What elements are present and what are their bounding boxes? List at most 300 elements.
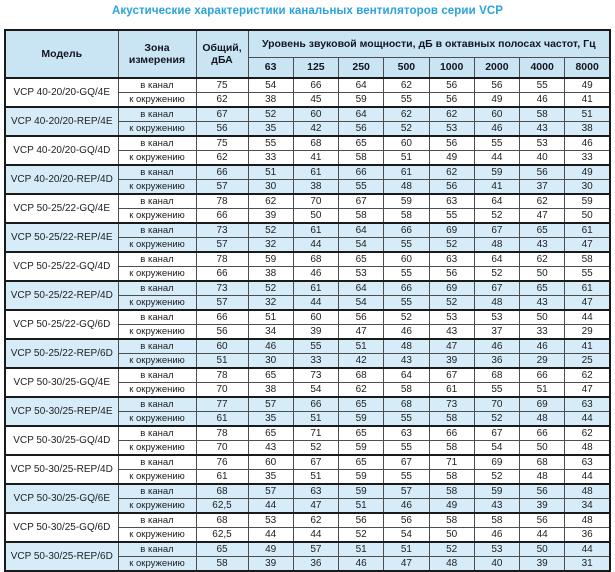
level-value: 55 — [339, 180, 384, 195]
level-value: 73 — [429, 397, 474, 412]
level-value: 51 — [248, 310, 293, 325]
table-row-duct — [5, 484, 610, 499]
level-value: 65 — [339, 426, 384, 441]
total-dba-value: 57 — [196, 238, 248, 253]
level-value: 48 — [565, 441, 610, 456]
level-value: 63 — [565, 455, 610, 470]
level-value: 47 — [384, 557, 429, 572]
level-value: 44 — [565, 542, 610, 557]
level-value: 55 — [520, 78, 565, 93]
zone-label-duct: в канал — [118, 194, 196, 209]
level-value: 44 — [293, 238, 338, 253]
level-value: 59 — [339, 441, 384, 456]
level-value: 33 — [565, 151, 610, 166]
level-value: 58 — [384, 209, 429, 224]
table-row-duct — [5, 107, 610, 122]
level-value: 48 — [429, 557, 474, 572]
total-dba-value: 57 — [196, 180, 248, 195]
total-dba-value: 56 — [196, 122, 248, 137]
level-value: 48 — [565, 484, 610, 499]
table-row-duct — [5, 281, 610, 296]
level-value: 55 — [384, 470, 429, 485]
level-value: 51 — [565, 107, 610, 122]
table-row-duct — [5, 223, 610, 238]
level-value: 65 — [248, 426, 293, 441]
level-value: 50 — [520, 267, 565, 282]
level-value: 34 — [565, 499, 610, 514]
level-value: 64 — [339, 107, 384, 122]
level-value: 35 — [248, 412, 293, 427]
level-value: 51 — [384, 151, 429, 166]
level-value: 51 — [339, 542, 384, 557]
level-value: 49 — [429, 151, 474, 166]
zone-label-duct: в канал — [118, 426, 196, 441]
zone-label-duct: в канал — [118, 397, 196, 412]
level-value: 43 — [248, 441, 293, 456]
level-value: 48 — [384, 339, 429, 354]
level-value: 69 — [429, 223, 474, 238]
level-value: 52 — [429, 238, 474, 253]
total-dba-value: 62 — [196, 151, 248, 166]
level-value: 51 — [520, 383, 565, 398]
level-value: 46 — [474, 122, 519, 137]
level-value: 62 — [565, 368, 610, 383]
level-value: 41 — [565, 339, 610, 354]
level-value: 32 — [248, 238, 293, 253]
level-value: 31 — [565, 557, 610, 572]
table-body — [5, 78, 610, 571]
column-header-frequency: 2000 — [474, 58, 519, 79]
level-value: 61 — [293, 223, 338, 238]
column-header-total: Общий, дБА — [196, 30, 248, 78]
zone-label-duct: в канал — [118, 310, 196, 325]
level-value: 69 — [520, 397, 565, 412]
level-value: 64 — [474, 194, 519, 209]
total-dba-value: 78 — [196, 252, 248, 267]
total-dba-value: 66 — [196, 165, 248, 180]
level-value: 66 — [429, 426, 474, 441]
level-value: 49 — [474, 93, 519, 108]
level-value: 63 — [429, 194, 474, 209]
level-value: 46 — [474, 339, 519, 354]
level-value: 64 — [339, 223, 384, 238]
level-value: 56 — [339, 513, 384, 528]
total-dba-value: 68 — [196, 513, 248, 528]
level-value: 54 — [384, 528, 429, 543]
level-value: 55 — [384, 267, 429, 282]
level-value: 46 — [248, 339, 293, 354]
level-value: 44 — [248, 528, 293, 543]
level-value: 61 — [565, 281, 610, 296]
acoustic-table — [4, 29, 611, 572]
zone-label-surround: к окружению — [118, 383, 196, 398]
level-value: 52 — [429, 542, 474, 557]
zone-label-surround: к окружению — [118, 151, 196, 166]
level-value: 52 — [248, 107, 293, 122]
level-value: 69 — [474, 455, 519, 470]
level-value: 67 — [474, 223, 519, 238]
level-value: 47 — [565, 383, 610, 398]
level-value: 44 — [293, 528, 338, 543]
level-value: 39 — [429, 354, 474, 369]
level-value: 59 — [339, 93, 384, 108]
level-value: 56 — [520, 513, 565, 528]
level-value: 65 — [339, 455, 384, 470]
level-value: 30 — [565, 180, 610, 195]
level-value: 67 — [429, 368, 474, 383]
level-value: 58 — [339, 151, 384, 166]
level-value: 66 — [520, 426, 565, 441]
level-value: 53 — [429, 122, 474, 137]
level-value: 65 — [339, 252, 384, 267]
level-value: 32 — [248, 296, 293, 311]
level-value: 43 — [520, 238, 565, 253]
total-dba-value: 51 — [196, 354, 248, 369]
level-value: 44 — [565, 310, 610, 325]
level-value: 65 — [520, 281, 565, 296]
level-value: 61 — [429, 383, 474, 398]
level-value: 58 — [384, 383, 429, 398]
level-value: 55 — [474, 383, 519, 398]
level-value: 59 — [248, 252, 293, 267]
level-value: 56 — [429, 180, 474, 195]
level-value: 55 — [429, 209, 474, 224]
zone-label-surround: к окружению — [118, 180, 196, 195]
level-value: 53 — [520, 136, 565, 151]
level-value: 71 — [293, 426, 338, 441]
level-value: 58 — [429, 513, 474, 528]
total-dba-value: 66 — [196, 209, 248, 224]
level-value: 53 — [474, 310, 519, 325]
zone-label-surround: к окружению — [118, 93, 196, 108]
total-dba-value: 70 — [196, 441, 248, 456]
total-dba-value: 58 — [196, 557, 248, 572]
level-value: 52 — [248, 281, 293, 296]
level-value: 56 — [520, 165, 565, 180]
level-value: 58 — [339, 209, 384, 224]
level-value: 52 — [474, 209, 519, 224]
level-value: 55 — [474, 136, 519, 151]
level-value: 48 — [474, 238, 519, 253]
table-row-duct — [5, 542, 610, 557]
table-row-duct — [5, 339, 610, 354]
zone-label-surround: к окружению — [118, 557, 196, 572]
table-row-duct — [5, 368, 610, 383]
level-value: 54 — [293, 383, 338, 398]
level-value: 55 — [293, 339, 338, 354]
level-value: 39 — [520, 557, 565, 572]
model-name: VCP 50-25/22-GQ/4E — [5, 194, 118, 223]
level-value: 47 — [429, 339, 474, 354]
model-name: VCP 40-20/20-REP/4D — [5, 165, 118, 194]
level-value: 38 — [248, 267, 293, 282]
level-value: 52 — [384, 310, 429, 325]
zone-label-duct: в канал — [118, 339, 196, 354]
level-value: 57 — [248, 484, 293, 499]
total-dba-value: 66 — [196, 267, 248, 282]
level-value: 60 — [293, 310, 338, 325]
level-value: 49 — [429, 499, 474, 514]
total-dba-value: 70 — [196, 383, 248, 398]
level-value: 59 — [565, 194, 610, 209]
level-value: 67 — [474, 426, 519, 441]
level-value: 64 — [339, 78, 384, 93]
level-value: 35 — [248, 122, 293, 137]
column-header-frequency-group: Уровень звуковой мощности, дБ в октавных полосах частот, Гц — [248, 30, 610, 58]
level-value: 56 — [339, 310, 384, 325]
level-value: 64 — [339, 281, 384, 296]
level-value: 67 — [339, 194, 384, 209]
model-name: VCP 40-20/20-GQ/4E — [5, 78, 118, 107]
column-header-frequency: 1000 — [429, 58, 474, 79]
model-name: VCP 50-30/25-REP/4D — [5, 455, 118, 484]
level-value: 73 — [293, 368, 338, 383]
table-row-duct — [5, 513, 610, 528]
level-value: 48 — [520, 412, 565, 427]
level-value: 33 — [520, 325, 565, 340]
total-dba-value: 57 — [196, 296, 248, 311]
level-value: 58 — [565, 252, 610, 267]
level-value: 48 — [474, 296, 519, 311]
level-value: 38 — [248, 93, 293, 108]
total-dba-value: 73 — [196, 223, 248, 238]
model-name: VCP 50-30/25-GQ/6D — [5, 513, 118, 542]
level-value: 49 — [565, 78, 610, 93]
level-value: 48 — [384, 180, 429, 195]
level-value: 40 — [474, 557, 519, 572]
level-value: 50 — [520, 441, 565, 456]
total-dba-value: 75 — [196, 136, 248, 151]
total-dba-value: 76 — [196, 455, 248, 470]
level-value: 43 — [429, 325, 474, 340]
level-value: 59 — [339, 470, 384, 485]
zone-label-duct: в канал — [118, 223, 196, 238]
level-value: 29 — [565, 325, 610, 340]
zone-label-surround: к окружению — [118, 296, 196, 311]
level-value: 65 — [248, 368, 293, 383]
level-value: 66 — [384, 223, 429, 238]
level-value: 49 — [248, 542, 293, 557]
table-row-duct — [5, 78, 610, 93]
level-value: 57 — [384, 484, 429, 499]
level-value: 65 — [520, 223, 565, 238]
level-value: 55 — [384, 238, 429, 253]
level-value: 53 — [339, 267, 384, 282]
level-value: 54 — [339, 296, 384, 311]
table-header — [5, 30, 610, 78]
level-value: 62 — [520, 194, 565, 209]
level-value: 66 — [520, 368, 565, 383]
level-value: 44 — [565, 412, 610, 427]
total-dba-value: 66 — [196, 310, 248, 325]
level-value: 68 — [339, 368, 384, 383]
column-header-frequency: 63 — [248, 58, 293, 79]
level-value: 62 — [429, 107, 474, 122]
zone-label-surround: к окружению — [118, 441, 196, 456]
level-value: 68 — [474, 368, 519, 383]
level-value: 46 — [384, 325, 429, 340]
column-header-zone: Зона измерения — [118, 30, 196, 78]
zone-label-surround: к окружению — [118, 499, 196, 514]
level-value: 52 — [339, 528, 384, 543]
table-row-duct — [5, 136, 610, 151]
level-value: 54 — [474, 441, 519, 456]
level-value: 58 — [429, 441, 474, 456]
zone-label-surround: к окружению — [118, 209, 196, 224]
level-value: 52 — [474, 267, 519, 282]
total-dba-value: 68 — [196, 484, 248, 499]
level-value: 46 — [520, 93, 565, 108]
level-value: 48 — [520, 470, 565, 485]
table-row-duct — [5, 194, 610, 209]
model-name: VCP 50-30/25-GQ/4D — [5, 426, 118, 455]
level-value: 53 — [248, 513, 293, 528]
zone-label-surround: к окружению — [118, 122, 196, 137]
level-value: 29 — [520, 354, 565, 369]
level-value: 53 — [474, 542, 519, 557]
level-value: 67 — [293, 455, 338, 470]
level-value: 56 — [429, 267, 474, 282]
column-header-frequency: 4000 — [520, 58, 565, 79]
level-value: 56 — [384, 513, 429, 528]
level-value: 43 — [384, 354, 429, 369]
model-name: VCP 50-30/25-REP/6D — [5, 542, 118, 571]
level-value: 43 — [520, 122, 565, 137]
level-value: 50 — [293, 209, 338, 224]
level-value: 33 — [293, 354, 338, 369]
level-value: 65 — [339, 397, 384, 412]
level-value: 44 — [565, 470, 610, 485]
level-value: 44 — [293, 296, 338, 311]
total-dba-value: 61 — [196, 470, 248, 485]
level-value: 66 — [384, 281, 429, 296]
level-value: 62 — [520, 252, 565, 267]
level-value: 47 — [293, 499, 338, 514]
level-value: 62 — [339, 383, 384, 398]
total-dba-value: 75 — [196, 78, 248, 93]
level-value: 61 — [565, 223, 610, 238]
level-value: 60 — [384, 252, 429, 267]
level-value: 36 — [293, 557, 338, 572]
level-value: 61 — [384, 165, 429, 180]
column-header-model: Модель — [5, 30, 118, 78]
level-value: 47 — [339, 325, 384, 340]
level-value: 51 — [339, 499, 384, 514]
level-value: 65 — [339, 136, 384, 151]
level-value: 66 — [293, 397, 338, 412]
total-dba-value: 67 — [196, 107, 248, 122]
level-value: 42 — [293, 122, 338, 137]
level-value: 62 — [384, 107, 429, 122]
level-value: 50 — [565, 209, 610, 224]
level-value: 59 — [339, 412, 384, 427]
model-name: VCP 50-30/25-REP/4E — [5, 397, 118, 426]
level-value: 47 — [565, 238, 610, 253]
total-dba-value: 78 — [196, 194, 248, 209]
model-name: VCP 50-25/22-REP/4D — [5, 281, 118, 310]
column-header-frequency: 500 — [384, 58, 429, 79]
model-name: VCP 40-20/20-GQ/4D — [5, 136, 118, 165]
table-row-duct — [5, 252, 610, 267]
zone-label-duct: в канал — [118, 107, 196, 122]
zone-label-duct: в канал — [118, 484, 196, 499]
level-value: 41 — [565, 93, 610, 108]
level-value: 51 — [339, 339, 384, 354]
level-value: 56 — [474, 78, 519, 93]
level-value: 52 — [384, 122, 429, 137]
level-value: 58 — [474, 513, 519, 528]
zone-label-duct: в канал — [118, 78, 196, 93]
level-value: 58 — [429, 470, 474, 485]
zone-label-surround: к окружению — [118, 267, 196, 282]
level-value: 58 — [429, 484, 474, 499]
zone-label-duct: в канал — [118, 165, 196, 180]
level-value: 59 — [474, 484, 519, 499]
total-dba-value: 56 — [196, 325, 248, 340]
level-value: 60 — [248, 455, 293, 470]
table-row-duct — [5, 397, 610, 412]
level-value: 46 — [565, 136, 610, 151]
level-value: 37 — [520, 180, 565, 195]
level-value: 49 — [565, 165, 610, 180]
zone-label-duct: в канал — [118, 136, 196, 151]
column-header-frequency: 8000 — [565, 58, 610, 79]
level-value: 34 — [248, 325, 293, 340]
level-value: 63 — [293, 484, 338, 499]
level-value: 52 — [293, 441, 338, 456]
level-value: 51 — [248, 165, 293, 180]
level-value: 62 — [429, 165, 474, 180]
page-title: Акустические характеристики канальных вентиляторов серии VCP — [111, 5, 504, 17]
level-value: 66 — [293, 78, 338, 93]
level-value: 46 — [520, 339, 565, 354]
table-row-duct — [5, 165, 610, 180]
total-dba-value: 62,5 — [196, 499, 248, 514]
level-value: 70 — [293, 194, 338, 209]
level-value: 54 — [248, 78, 293, 93]
level-value: 62 — [293, 513, 338, 528]
zone-label-surround: к окружению — [118, 412, 196, 427]
total-dba-value: 77 — [196, 397, 248, 412]
level-value: 57 — [293, 542, 338, 557]
level-value: 59 — [339, 484, 384, 499]
level-value: 68 — [293, 136, 338, 151]
level-value: 41 — [293, 151, 338, 166]
level-value: 53 — [429, 310, 474, 325]
zone-label-surround: к окружению — [118, 528, 196, 543]
level-value: 55 — [248, 136, 293, 151]
level-value: 44 — [248, 499, 293, 514]
total-dba-value: 60 — [196, 339, 248, 354]
level-value: 55 — [565, 267, 610, 282]
zone-label-surround: к окружению — [118, 325, 196, 340]
level-value: 67 — [384, 455, 429, 470]
level-value: 38 — [565, 122, 610, 137]
level-value: 64 — [474, 252, 519, 267]
level-value: 58 — [520, 107, 565, 122]
level-value: 67 — [474, 281, 519, 296]
level-value: 64 — [384, 368, 429, 383]
level-value: 25 — [565, 354, 610, 369]
level-value: 52 — [248, 223, 293, 238]
level-value: 55 — [384, 441, 429, 456]
level-value: 56 — [429, 136, 474, 151]
total-dba-value: 73 — [196, 281, 248, 296]
level-value: 57 — [248, 397, 293, 412]
level-value: 43 — [474, 499, 519, 514]
model-name: VCP 50-30/25-GQ/6E — [5, 484, 118, 513]
level-value: 59 — [384, 194, 429, 209]
